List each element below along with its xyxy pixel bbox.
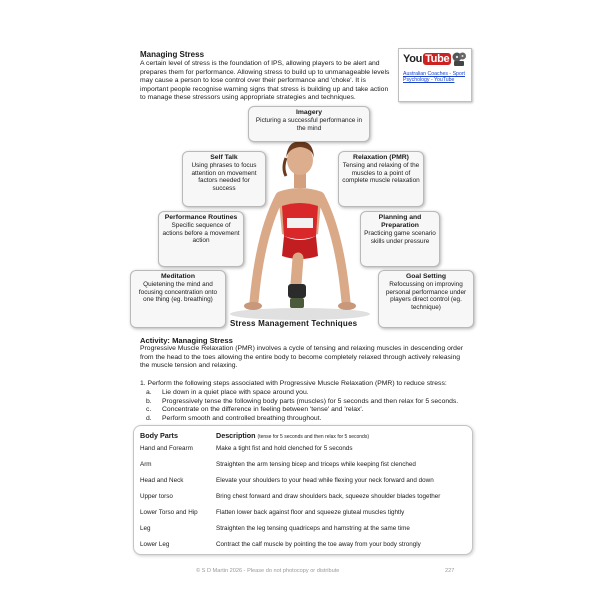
youtube-logo-tube: Tube <box>425 53 450 65</box>
activity-step-1: 1. Perform the following steps associated with Progressive Muscle Relaxation (PMR) to reduce stress: <box>140 380 447 387</box>
technique-description: Specific sequence of actions before a movement action <box>162 222 240 245</box>
substep-letter: a. <box>146 389 152 396</box>
substep-letter: b. <box>146 397 152 405</box>
activity-paragraph: Progressive Muscle Relaxation (PMR) involves a cycle of tensing and relaxing muscles in descending order from the head to the toes allowing the entire body to become completely relaxed through actively releasing the muscle tension and relaxing. <box>140 345 464 370</box>
description-cell: Contract the calf muscle by pointing the toe away from your body strongly <box>216 541 421 548</box>
technique-title: Goal Setting <box>405 273 447 280</box>
technique-performance-routines <box>158 211 244 267</box>
body-part-cell: Lower Leg <box>140 541 170 548</box>
table-row <box>134 474 472 489</box>
table-row <box>134 506 472 521</box>
table-row <box>134 490 472 505</box>
pmr-body-parts-table <box>133 425 473 555</box>
section-title-managing-stress: Managing Stress <box>140 50 205 59</box>
substep-text: Perform smooth and controlled breathing throughout. <box>162 414 322 422</box>
technique-title: Performance Routines <box>164 214 238 221</box>
table-row <box>134 458 472 473</box>
substep-letter: c. <box>146 406 152 414</box>
technique-title: Relaxation (PMR) <box>353 154 409 161</box>
description-cell: Straighten the arm tensing bicep and triceps while keeping fist clenched <box>216 461 416 468</box>
technique-goal-setting <box>378 270 474 328</box>
table-row <box>134 442 472 457</box>
film-reel-icon <box>451 51 467 67</box>
substep-text: Concentrate on the difference in feeling between 'tense' and 'relax'. <box>162 406 364 414</box>
technique-title: Imagery <box>295 109 323 116</box>
body-part-cell: Lower Torso and Hip <box>140 509 198 516</box>
column-header-body-parts: Body Parts <box>140 431 178 440</box>
youtube-video-link[interactable]: Australian Coaches - Sport Psychology - YouTube <box>403 71 465 84</box>
activity-title: Activity: Managing Stress <box>140 336 233 345</box>
technique-description: Refocussing on improving personal performance under players direct control (eg. technique) <box>385 281 467 311</box>
technique-self-talk <box>182 151 266 207</box>
youtube-logo <box>403 53 451 65</box>
body-part-cell: Upper torso <box>140 493 173 500</box>
description-cell: Elevate your shoulders to your head while flexing your neck forward and down <box>216 477 434 484</box>
stress-management-diagram <box>130 104 475 332</box>
substep-letter: d. <box>146 414 152 422</box>
description-cell: Bring chest forward and draw shoulders back, squeeze shoulder blades together <box>216 493 441 500</box>
youtube-logo-you: You <box>403 53 423 65</box>
column-header-note: (tense for 5 seconds and then relax for 5 seconds) <box>257 434 369 440</box>
copyright-footer: © S D Martin 2026 - Please do not photocopy or distribute <box>196 568 340 574</box>
youtube-reference-box <box>398 48 472 102</box>
description-cell: Make a tight fist and hold clenched for 5 seconds <box>216 445 353 452</box>
technique-description: Practicing game scenario skills under pressure <box>364 230 436 245</box>
technique-description: Tensing and relaxing of the muscles to a point of complete muscle relaxation <box>342 162 420 185</box>
description-cell: Straighten the leg tensing quadriceps and hamstring at the same time <box>216 525 410 532</box>
technique-description: Quietening the mind and focusing concentration onto one thing (eg. breathing) <box>138 281 218 304</box>
technique-description: Picturing a successful performance in the mind <box>255 117 363 132</box>
technique-description: Using phrases to focus attention on movement factors needed for success <box>191 162 257 192</box>
column-header-description-label: Description <box>216 431 256 440</box>
diagram-caption: Stress Management Techniques <box>230 319 358 328</box>
intro-paragraph: A certain level of stress is the foundation of IPS, allowing players to be alert and prepares them for performance. Allowing stress to build up to unmanageable levels may cause a person to lose control over their performance and 'choke'. It is important people recognise warning signs that stress is building up and take action to manage these stressors using appropriate strategies and techniques. <box>140 60 390 102</box>
technique-title: Meditation <box>161 273 195 280</box>
description-cell: Flatten lower back against floor and squeeze gluteal muscles tightly <box>216 509 405 516</box>
body-part-cell: Head and Neck <box>140 477 184 484</box>
substep-text: Progressively tense the following body parts (muscles) for 5 seconds and then relax for 5 seconds. <box>162 397 459 405</box>
technique-relaxation-pmr <box>338 151 424 207</box>
technique-planning-preparation <box>360 211 440 267</box>
body-part-cell: Hand and Forearm <box>140 445 193 452</box>
table-row <box>134 538 472 553</box>
technique-meditation <box>130 270 226 328</box>
substep-text: Lie down in a quiet place with space around you. <box>162 389 309 396</box>
technique-title: Self Talk <box>210 154 238 161</box>
body-part-cell: Leg <box>140 525 151 532</box>
column-header-description <box>216 431 369 440</box>
table-row <box>134 522 472 537</box>
technique-imagery <box>248 106 370 142</box>
page-number: 227 <box>445 568 455 574</box>
body-part-cell: Arm <box>140 461 152 468</box>
technique-title: Planning and Preparation <box>378 214 422 229</box>
